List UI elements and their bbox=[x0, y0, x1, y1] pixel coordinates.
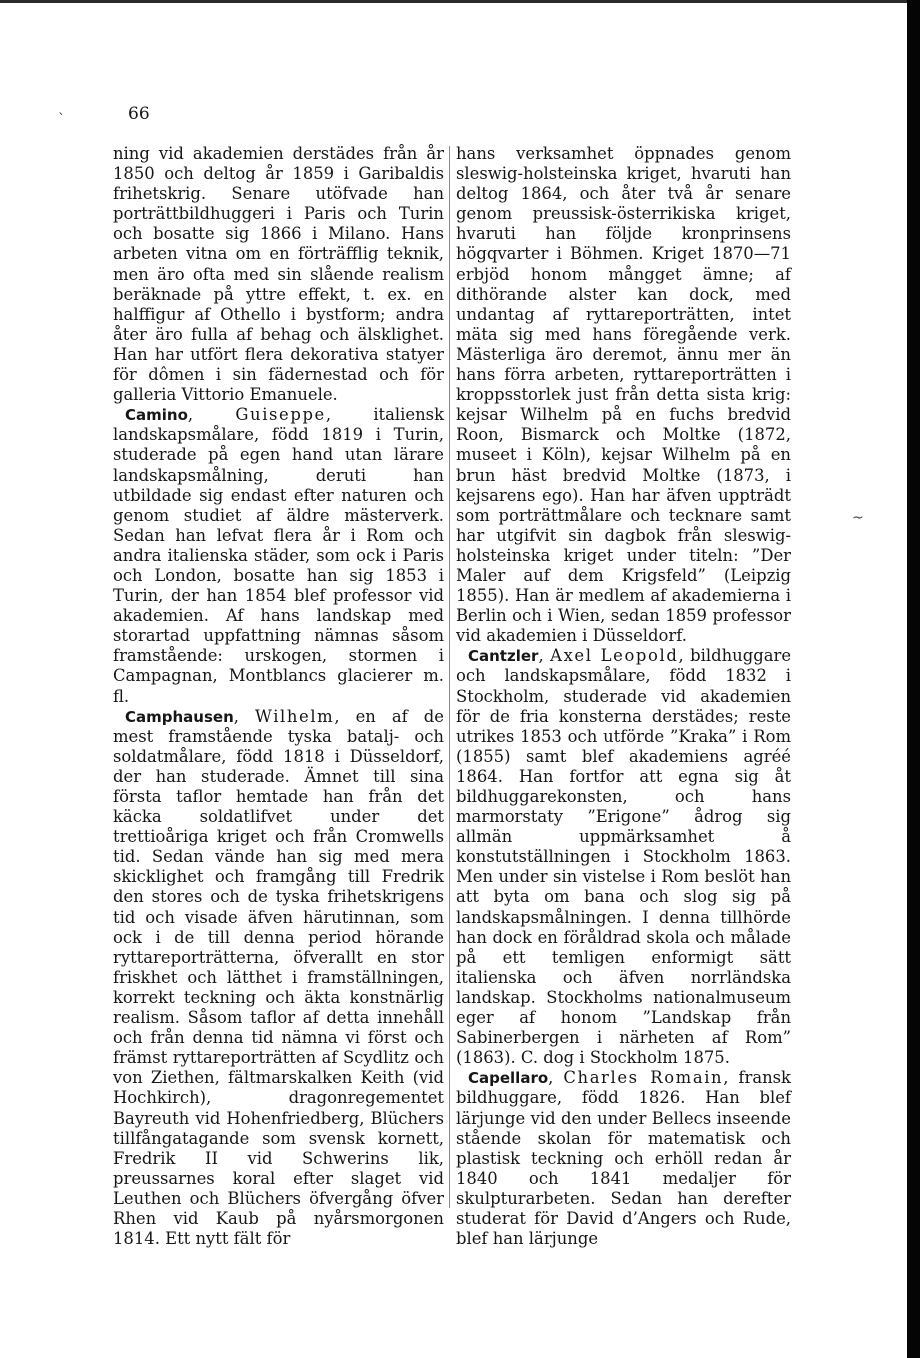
scan-speck: ~ bbox=[852, 510, 864, 526]
paragraph-continuation: ning vid akademien derstädes från år 1850 och deltog år 1859 i Garibaldis frihetskrig. Senare utöfvade han porträttbildhuggeri i Paris och Turin och bosatte sig 1866 i Milano. Hans arbeten vitna om en förträfflig teknik, men äro ofta med sin slående realism beräknade på yttre effekt, t. ex. en halffigur af Othello i bystform; andra åter äro fulla af behag och älsklighet. Han har utfört flera dekorativa statyer för dômen i sin fädernestad och för galleria Vittorio Emanuele. bbox=[113, 144, 444, 405]
entry-headword: Cantzler bbox=[468, 647, 539, 666]
entry-given-name: Guiseppe bbox=[235, 405, 326, 425]
entry-text: , italiensk landskapsmålare, född 1819 i Turin, studerade på egen hand utan lärare landskapsmålning, deruti han utbildade sig endast efter naturen och genom studiet af äldre mästerverk. Sedan han lefvat flera år i Rom och andra italienska städer, som ock i Paris och London, bosatte han sig 1853 i Turin, der han 1854 blef professor vid akademien. Af hans landskap med storartad uppfattning nämnas såsom framstående: urskogen, stormen i Campagnan, Montblancs glacierer m. fl. bbox=[113, 405, 445, 706]
entry-capellaro: Capellaro, Charles Romain, fransk bildhuggare, född 1826. Han blef lärjunge vid den under Bellecs inseende stående skolan för matematisk och plastisk teckning och erhöll redan år 1840 och 1841 medaljer för skulpturarbeten. Sedan han derefter studerat för David d’Angers och Rude, blef han lärjunge bbox=[456, 1068, 791, 1249]
entry-given-name: Wilhelm bbox=[255, 706, 335, 726]
column-divider bbox=[449, 146, 450, 1208]
entry-camphausen: Camphausen, Wilhelm, en af de mest framstående tyska batalj- och soldatmålare, född 1818 i Düsseldorf, der han studerade. Ämnet till sina första taflor hemtade han från det käcka soldatlifvet under det trettioåriga kriget och från Cromwells tid. Sedan vände han sig med mera skicklighet och framgång till Fredrik den stores och de tyska frihetskrigens tid och visade äfven härutinnan, som ock i de till denna period hörande ryttareporträtterna, öfverallt en stor friskhet och lätthet i framställningen, korrekt teckning och äkta konstnärlig realism. Såsom taflor af detta innehåll och från denna tid nämna vi först och främst ryttareporträtten af Scydlitz och von Ziethen, fältmarskalken Keith (vid Hochkirch), dragonregementet Bayreuth vid Hohenfriedberg, Blüchers tillfångatagande som svensk kornett, Fredrik II vid Schwerins lik, preussarnes koral efter slaget vid Leuthen och Blüchers öfvergång öfver Rhen vid Kaub på nyårsmorgonen 1814. Ett nytt fält för bbox=[113, 706, 444, 1249]
scan-top-edge bbox=[0, 0, 920, 3]
right-column bbox=[456, 144, 791, 1249]
entry-text: , en af de mest framstående tyska batalj- och soldatmålare, född 1818 i Düsseldorf, der han studerade. Ämnet till sina första taflor hemtade han från det käcka soldatlifvet under det trettioåriga kriget och från Cromwells tid. Sedan vände han sig med mera skicklighet och framgång till Fredrik den stores och de tyska frihetskrigens tid och visade äfven härutinnan, som ock i de till denna period hörande ryttareporträtterna, öfverallt en stor friskhet och lätthet i framställningen, korrekt teckning och äkta konstnärlig realism. Såsom taflor af detta innehåll och från denna tid nämna vi först och främst ryttareporträtten af Scydlitz och von Ziethen, fältmarskalken Keith (vid Hochkirch), dragonregementet Bayreuth vid Hohenfriedberg, Blüchers tillfångatagande som svensk kornett, Fredrik II vid Schwerins lik, preussarnes koral efter slaget vid Leuthen och Blüchers öfvergång öfver Rhen vid Kaub på nyårsmorgonen 1814. Ett nytt fält för bbox=[113, 706, 444, 1249]
scan-speck: ˋ bbox=[58, 112, 65, 128]
entry-text: , fransk bildhuggare, född 1826. Han blef lärjunge vid den under Bellecs inseende stående skolan för matematisk och plastisk teckning och erhöll redan år 1840 och 1841 medaljer för skulpturarbeten. Sedan han derefter studerat för David d’Angers och Rude, blef han lärjunge bbox=[456, 1068, 791, 1249]
scan-right-edge bbox=[907, 0, 920, 1358]
entry-headword: Camphausen bbox=[125, 707, 234, 726]
page-number: 66 bbox=[128, 104, 150, 124]
paragraph-continuation: hans verksamhet öppnades genom sleswig-holsteinska kriget, hvaruti han deltog 1864, och åter två år senare genom preussisk-österrikiska kriget, hvaruti han följde kronprinsens högqvarter i Böhmen. Kriget 1870—71 erbjöd honom mångget ämne; af dithörande alster kan dock, med undantag af ryttareporträtten, intet mäta sig med hans föregående verk. Mästerliga äro deremot, ännu mer än hans förra arbeten, ryttareporträtten i kroppsstorlek just från detta sista krig: kejsar Wilhelm på en fuchs bredvid Roon, Bismarck och Moltke (1872, museet i Köln), kejsar Wilhelm på en brun häst bredvid Moltke (1873, i kejsarens ego). Han har äfven uppträdt som porträttmålare och tecknare samt har utgifvit sin dagbok från sleswig-holsteinska kriget under titeln: ”Der Maler auf dem Krigsfeld” (Leipzig 1855). Han är medlem af akademierna i Berlin och i Wien, sedan 1859 professor vid akademien i Düsseldorf. bbox=[456, 144, 791, 646]
entry-cantzler: Cantzler, Axel Leopold, bildhuggare och landskapsmålare, född 1832 i Stockholm, studerade vid akademien för de fria konsterna derstädes; reste utrikes 1853 och utförde ”Kraka” i Rom (1855) samt blef akademiens agréé 1864. Han fortfor att egna sig åt bildhuggarekonsten, och hans marmorstaty ”Erigone” ådrog sig allmän uppmärksamhet å konstutställningen i Stockholm 1863. Men under sin vistelse i Rom beslöt han att byta om bana och slog sig på landskapsmålningen. I denna tillhörde han dock en föråldrad skola och målade på ett temligen enformigt sätt italienska och äfven norrländska landskap. Stockholms nationalmuseum eger af honom ”Landskap från Sabinerbergen i närheten af Rom” (1863). C. dog i Stockholm 1875. bbox=[456, 646, 792, 1068]
entry-text: , bildhuggare och landskapsmålare, född 1832 i Stockholm, studerade vid akademien för de fria konsterna derstädes; reste utrikes 1853 och utförde ”Kraka” i Rom (1855) samt blef akademiens agréé 1864. Han fortfor att egna sig åt bildhuggarekonsten, och hans marmorstaty ”Erigone” ådrog sig allmän uppmärksamhet å konstutställningen i Stockholm 1863. Men under sin vistelse i Rom beslöt han att byta om bana och slog sig på landskapsmålningen. I denna tillhörde han dock en föråldrad skola och målade på ett temligen enformigt sätt italienska och äfven norrländska landskap. Stockholms nationalmuseum eger af honom ”Landskap från Sabinerbergen i närheten af Rom” (1863). C. dog i Stockholm 1875. bbox=[456, 646, 792, 1068]
entry-headword: Camino bbox=[125, 406, 188, 425]
left-column bbox=[113, 144, 444, 1249]
entry-camino: Camino, Guiseppe, italiensk landskapsmålare, född 1819 i Turin, studerade på egen hand utan lärare landskapsmålning, deruti han utbildade sig endast efter naturen och genom studiet af äldre mästerverk. Sedan han lefvat flera år i Rom och andra italienska städer, som ock i Paris och London, bosatte han sig 1853 i Turin, der han 1854 blef professor vid akademien. Af hans landskap med storartad uppfattning nämnas såsom framstående: urskogen, stormen i Campagnan, Montblancs glacierer m. fl. bbox=[113, 405, 445, 706]
entry-headword: Capellaro bbox=[468, 1069, 549, 1088]
entry-given-name: Axel Leopold bbox=[550, 646, 679, 666]
entry-given-name: Charles Romain bbox=[563, 1068, 724, 1088]
